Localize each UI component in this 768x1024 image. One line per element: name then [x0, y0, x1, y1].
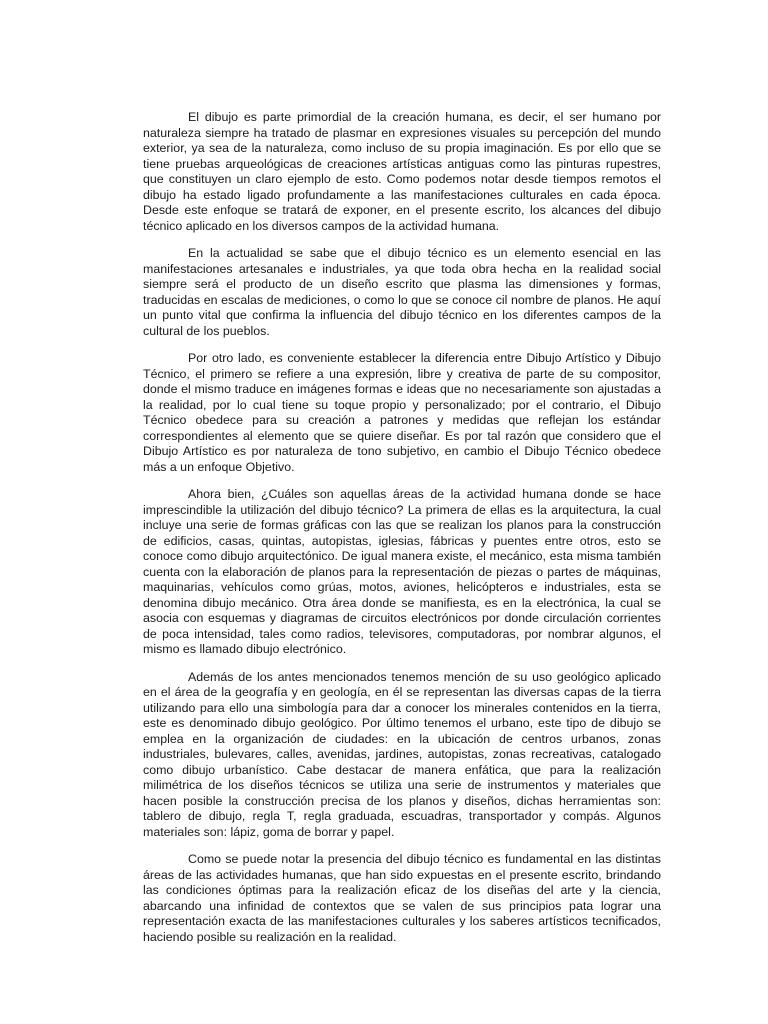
paragraph-intro: El dibujo es parte primordial de la creación humana, es decir, el ser humano por naturaleza siempre ha tratado de plasmar en expresiones visuales su percepción del mundo exterior, ya sea de la naturaleza, como incluso de su propia imaginación. Es por ello que se tiene pruebas arqueológicas de creaciones artísticas antiguas como las pinturas rupestres, que constituyen un claro ejemplo de esto. Como podemos notar desde tiempos remotos el dibujo ha estado ligado profundamente a las manifestaciones culturales en cada época. Desde este enfoque se tratará de exponer, en el presente escrito, los alcances del dibujo técnico aplicado en los diversos campos de la actividad humana.: [143, 110, 661, 233]
paragraph-diferencia: Por otro lado, es conveniente establecer la diferencia entre Dibujo Artístico y Dibujo Técnico, el primero se refiere a una expresión, libre y creativa de parte de su compositor, donde el mismo traduce en imágenes formas e ideas que no necesariamente son ajustadas a la realidad, por lo cual tiene su toque propio y personalizado; por el contrario, el Dibujo Técnico obedece para su creación a patrones y medidas que reflejan los estándar correspondientes al elemento que se quiere diseñar. Es por tal razón que considero que el Dibujo Artístico es por naturaleza de tono subjetivo, en cambio el Dibujo Técnico obedece más a un enfoque Objetivo.: [143, 351, 661, 474]
paragraph-actualidad: En la actualidad se sabe que el dibujo técnico es un elemento esencial en las manifestaciones artesanales e industriales, ya que toda obra hecha en la realidad social siempre será el producto de un diseño escrito que plasma las dimensiones y formas, traducidas en escalas de mediciones, o como lo que se conoce cil nombre de planos. He aquí un punto vital que confirma la influencia del dibujo técnico en los diferentes campos de la cultural de los pueblos.: [143, 246, 661, 338]
paragraph-areas: Ahora bien, ¿Cuáles son aquellas áreas de la actividad humana donde se hace imprescindible la utilización del dibujo técnico? La primera de ellas es la arquitectura, la cual incluye una serie de formas gráficas con las que se realizan los planos para la construcción de edificios, casas, quintas, autopistas, iglesias, fábricas y puentes entre otros, esto se conoce como dibujo arquitectónico. De igual manera existe, el mecánico, esta misma también cuenta con la elaboración de planos para la representación de piezas o partes de máquinas, maquinarias, vehículos como grúas, motos, aviones, helicópteros e industriales, esta se denomina dibujo mecánico. Otra área donde se manifiesta, es en la electrónica, la cual se asocia con esquemas y diagramas de circuitos electrónicos por donde circulación corrientes de poca intensidad, tales como radios, televisores, computadoras, por nombrar algunos, el mismo es llamado dibujo electrónico.: [143, 487, 661, 656]
document-body: [143, 110, 661, 957]
paragraph-geologico-urbano: Además de los antes mencionados tenemos mención de su uso geológico aplicado en el área de la geografía y en geología, en él se representan las diversas capas de la tierra utilizando para ello una simbología para dar a conocer los minerales contenidos en la tierra, este es denominado dibujo geológico. Por último tenemos el urbano, este tipo de dibujo se emplea en la organización de ciudades: en la ubicación de centros urbanos, zonas industriales, bulevares, calles, avenidas, jardines, autopistas, zonas recreativas, catalogado como dibujo urbanístico. Cabe destacar de manera enfática, que para la realización milimétrica de los diseños técnicos se utiliza una serie de instrumentos y materiales que hacen posible la construcción precisa de los planos y diseños, dichas herramientas son: tablero de dibujo, regla T, regla graduada, escuadras, transportador y compás. Algunos materiales son: lápiz, goma de borrar y papel.: [143, 669, 661, 839]
paragraph-conclusion: Como se puede notar la presencia del dibujo técnico es fundamental en las distintas áreas de las actividades humanas, que han sido expuestas en el presente escrito, brindando las condiciones óptimas para la realización eficaz de los diseñas del arte y la ciencia, abarcando una infinidad de contextos que se valen de sus principios pata lograr una representación exacta de las manifestaciones culturales y los saberes artísticos tecnificados, haciendo posible su realización en la realidad.: [143, 852, 661, 944]
